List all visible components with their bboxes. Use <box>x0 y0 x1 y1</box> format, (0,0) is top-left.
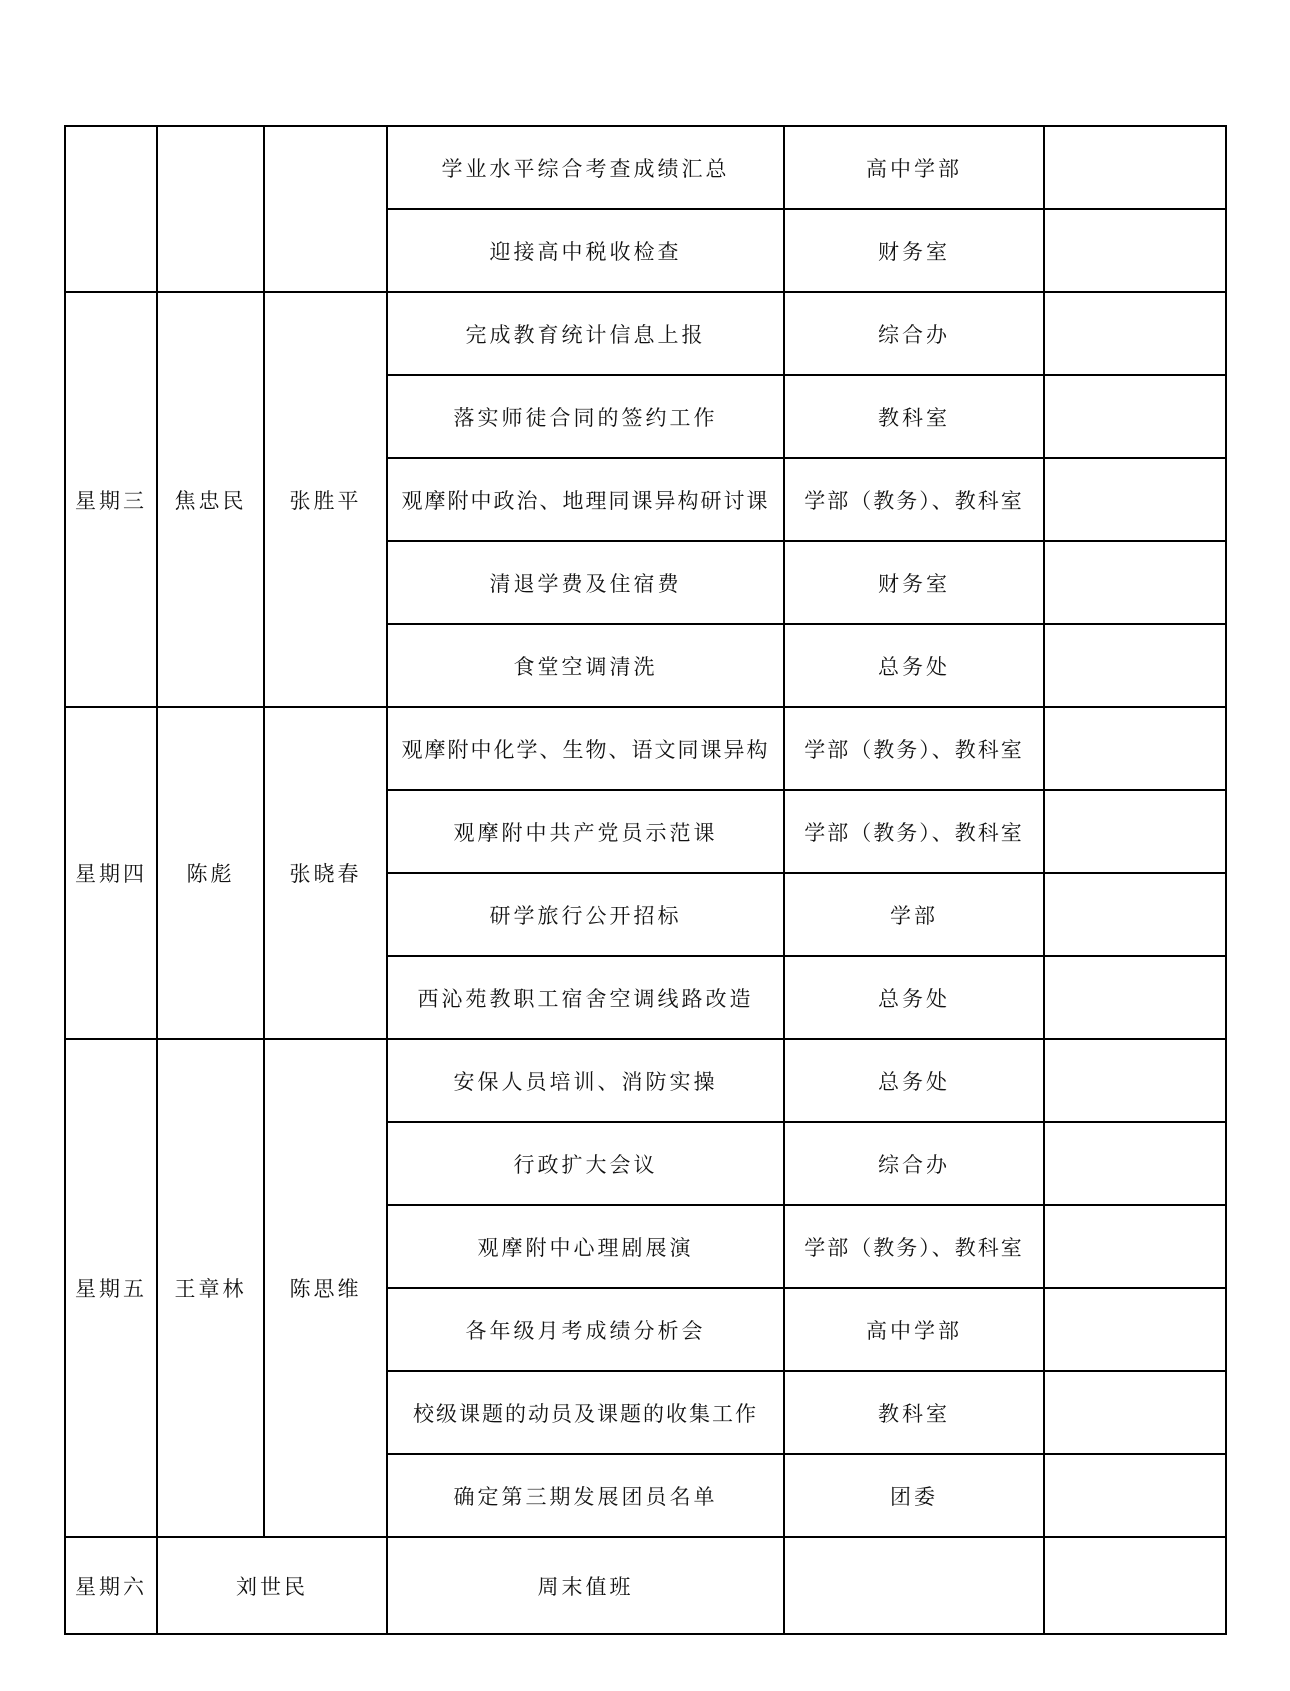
dept-cell: 财务室 <box>784 209 1044 292</box>
task-cell: 落实师徒合同的签约工作 <box>387 375 784 458</box>
dept-cell: 团委 <box>784 1454 1044 1537</box>
task-cell: 校级课题的动员及课题的收集工作 <box>387 1371 784 1454</box>
task-cell: 安保人员培训、消防实操 <box>387 1039 784 1122</box>
dept-cell: 综合办 <box>784 1122 1044 1205</box>
task-cell: 各年级月考成绩分析会 <box>387 1288 784 1371</box>
leader-cell: 陈彪 <box>157 707 264 1039</box>
task-cell: 周末值班 <box>387 1537 784 1634</box>
table-row <box>65 1039 1226 1122</box>
task-cell: 迎接高中税收检查 <box>387 209 784 292</box>
day-cell: 星期三 <box>65 292 157 707</box>
task-cell: 观摩附中共产党员示范课 <box>387 790 784 873</box>
note-cell <box>1044 956 1226 1039</box>
dept-cell: 学部（教务）、教科室 <box>784 707 1044 790</box>
dept-cell: 教科室 <box>784 375 1044 458</box>
day-cell: 星期四 <box>65 707 157 1039</box>
dept-cell: 学部 <box>784 873 1044 956</box>
person-cell: 刘世民 <box>157 1537 387 1634</box>
dept-cell: 学部（教务）、教科室 <box>784 458 1044 541</box>
note-cell <box>1044 707 1226 790</box>
dept-cell: 总务处 <box>784 1039 1044 1122</box>
dept-cell: 高中学部 <box>784 1288 1044 1371</box>
note-cell <box>1044 541 1226 624</box>
duty-cell <box>264 126 387 292</box>
dept-cell: 财务室 <box>784 541 1044 624</box>
dept-cell: 总务处 <box>784 624 1044 707</box>
note-cell <box>1044 873 1226 956</box>
note-cell <box>1044 209 1226 292</box>
leader-cell: 焦忠民 <box>157 292 264 707</box>
note-cell <box>1044 458 1226 541</box>
note-cell <box>1044 126 1226 209</box>
task-cell: 研学旅行公开招标 <box>387 873 784 956</box>
dept-cell: 教科室 <box>784 1371 1044 1454</box>
task-cell: 学业水平综合考查成绩汇总 <box>387 126 784 209</box>
day-cell: 星期五 <box>65 1039 157 1537</box>
task-cell: 西沁苑教职工宿舍空调线路改造 <box>387 956 784 1039</box>
day-cell: 星期六 <box>65 1537 157 1634</box>
task-cell: 行政扩大会议 <box>387 1122 784 1205</box>
duty-cell: 陈思维 <box>264 1039 387 1537</box>
note-cell <box>1044 624 1226 707</box>
day-cell <box>65 126 157 292</box>
note-cell <box>1044 790 1226 873</box>
note-cell <box>1044 1288 1226 1371</box>
task-cell: 观摩附中政治、地理同课异构研讨课 <box>387 458 784 541</box>
table-row <box>65 126 1226 209</box>
task-cell: 观摩附中心理剧展演 <box>387 1205 784 1288</box>
dept-cell: 学部（教务）、教科室 <box>784 790 1044 873</box>
note-cell <box>1044 1122 1226 1205</box>
duty-cell: 张晓春 <box>264 707 387 1039</box>
dept-cell <box>784 1537 1044 1634</box>
dept-cell: 学部（教务）、教科室 <box>784 1205 1044 1288</box>
dept-cell: 高中学部 <box>784 126 1044 209</box>
task-cell: 食堂空调清洗 <box>387 624 784 707</box>
duty-cell: 张胜平 <box>264 292 387 707</box>
note-cell <box>1044 1205 1226 1288</box>
task-cell: 观摩附中化学、生物、语文同课异构 <box>387 707 784 790</box>
dept-cell: 总务处 <box>784 956 1044 1039</box>
note-cell <box>1044 292 1226 375</box>
note-cell <box>1044 1039 1226 1122</box>
dept-cell: 综合办 <box>784 292 1044 375</box>
note-cell <box>1044 375 1226 458</box>
note-cell <box>1044 1537 1226 1634</box>
leader-cell <box>157 126 264 292</box>
table-row <box>65 707 1226 790</box>
note-cell <box>1044 1454 1226 1537</box>
note-cell <box>1044 1371 1226 1454</box>
leader-cell: 王章林 <box>157 1039 264 1537</box>
table-row <box>65 1537 1226 1634</box>
table-row <box>65 292 1226 375</box>
task-cell: 完成教育统计信息上报 <box>387 292 784 375</box>
schedule-table <box>64 125 1227 1635</box>
task-cell: 清退学费及住宿费 <box>387 541 784 624</box>
task-cell: 确定第三期发展团员名单 <box>387 1454 784 1537</box>
